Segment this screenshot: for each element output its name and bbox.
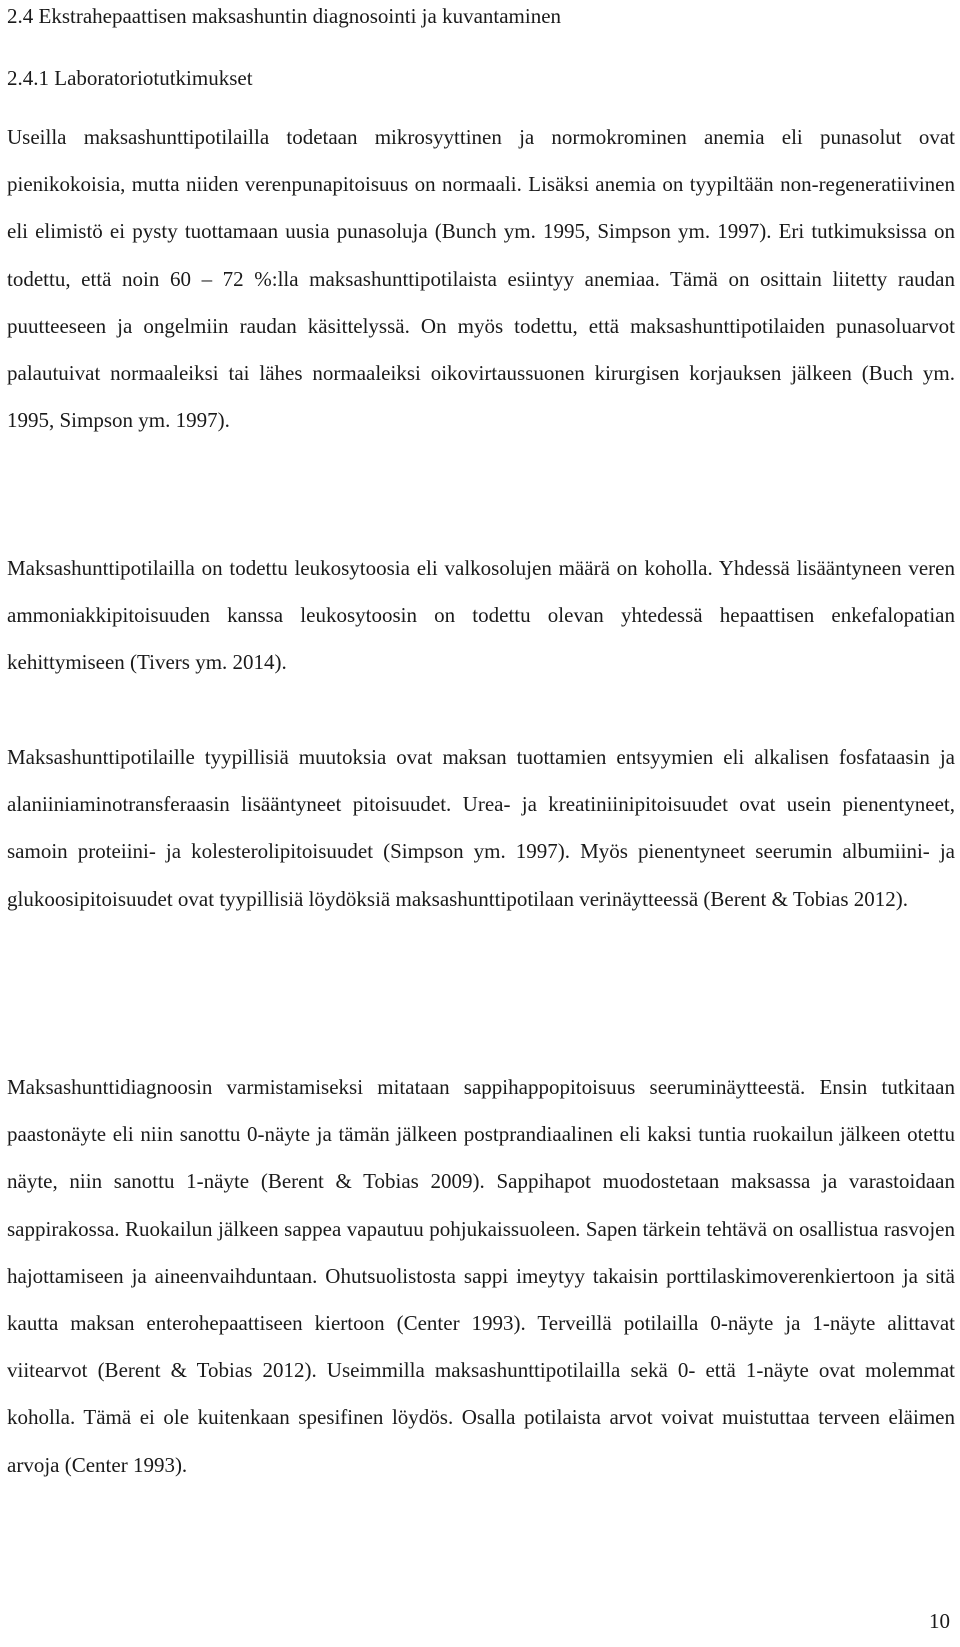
page-number: 10 [929, 1609, 950, 1633]
paragraph-leukocytosis: Maksashunttipotilailla on todettu leukosytoosia eli valkosolujen määrä on koholla. Yhdessä lisääntyneen veren ammoniakkipitoisuuden kanssa leukosytoosin on todettu olevan yhtedessä hepaattisen enkefalopatian kehittymiseen (Tivers ym. 2014). [7, 556, 955, 675]
section-heading: 2.4 Ekstrahepaattisen maksashuntin diagnosointi ja kuvantaminen [7, 4, 562, 28]
paragraph-enzymes: Maksashunttipotilaille tyypillisiä muutoksia ovat maksan tuottamien entsyymien eli alkalisen fosfataasin ja alaniiniaminotransferaasin lisääntyneet pitoisuudet. Urea- ja kreatiniinipitoisuudet ovat usein pienentyneet, samoin proteiini- ja kolesterolipitoisuudet (Simpson ym. 1997). Myös pienentyneet seerumin albumiini- ja glukoosipitoisuudet ovat tyypillisiä löydöksiä maksashunttipotilaan verinäytteessä (Berent & Tobias 2012). [7, 745, 955, 911]
subsection-heading: 2.4.1 Laboratoriotutkimukset [7, 66, 253, 90]
document-page [7, 0, 955, 1647]
paragraph-bile-acids: Maksashunttidiagnoosin varmistamiseksi mitataan sappihappopitoisuus seeruminäytteestä. Ensin tutkitaan paastonäyte eli niin sanottu 0-näyte ja tämän jälkeen postprandiaalinen eli kaksi tuntia ruokailun jälkeen otettu näyte, niin sanottu 1-näyte (Berent & Tobias 2009). Sappihapot muodostetaan maksassa ja varastoidaan sappirakossa. Ruokailun jälkeen sappea vapautuu pohjukaissuoleen. Sapen tärkein tehtävä on osallistua rasvojen hajottamiseen ja aineenvaihduntaan. Ohutsuolistosta sappi imeytyy takaisin porttilaskimoverenkiertoon ja sitä kautta maksan enterohepaattiseen kiertoon (Center 1993). Terveillä potilailla 0-näyte ja 1-näyte alittavat viitearvot (Berent & Tobias 2012). Useimmilla maksashunttipotilailla sekä 0- että 1-näyte ovat molemmat koholla. Tämä ei ole kuitenkaan spesifinen löydös. Osalla potilaista arvot voivat muistuttaa terveen eläimen arvoja (Center 1993). [7, 1075, 955, 1477]
paragraph-anemia: Useilla maksashunttipotilailla todetaan mikrosyyttinen ja normokrominen anemia eli punasolut ovat pienikokoisia, mutta niiden verenpunapitoisuus on normaali. Lisäksi anemia on tyypiltään non-regeneratiivinen eli elimistö ei pysty tuottamaan uusia punasoluja (Bunch ym. 1995, Simpson ym. 1997). Eri tutkimuksissa on todettu, että noin 60 – 72 %:lla maksashunttipotilaista esiintyy anemiaa. Tämä on osittain liitetty raudan puutteeseen ja ongelmiin raudan käsittelyssä. On myös todettu, että maksashunttipotilaiden punasoluarvot palautuivat normaaleiksi tai lähes normaaleiksi oikovirtaussuonen kirurgisen korjauksen jälkeen (Buch ym. 1995, Simpson ym. 1997). [7, 125, 955, 433]
